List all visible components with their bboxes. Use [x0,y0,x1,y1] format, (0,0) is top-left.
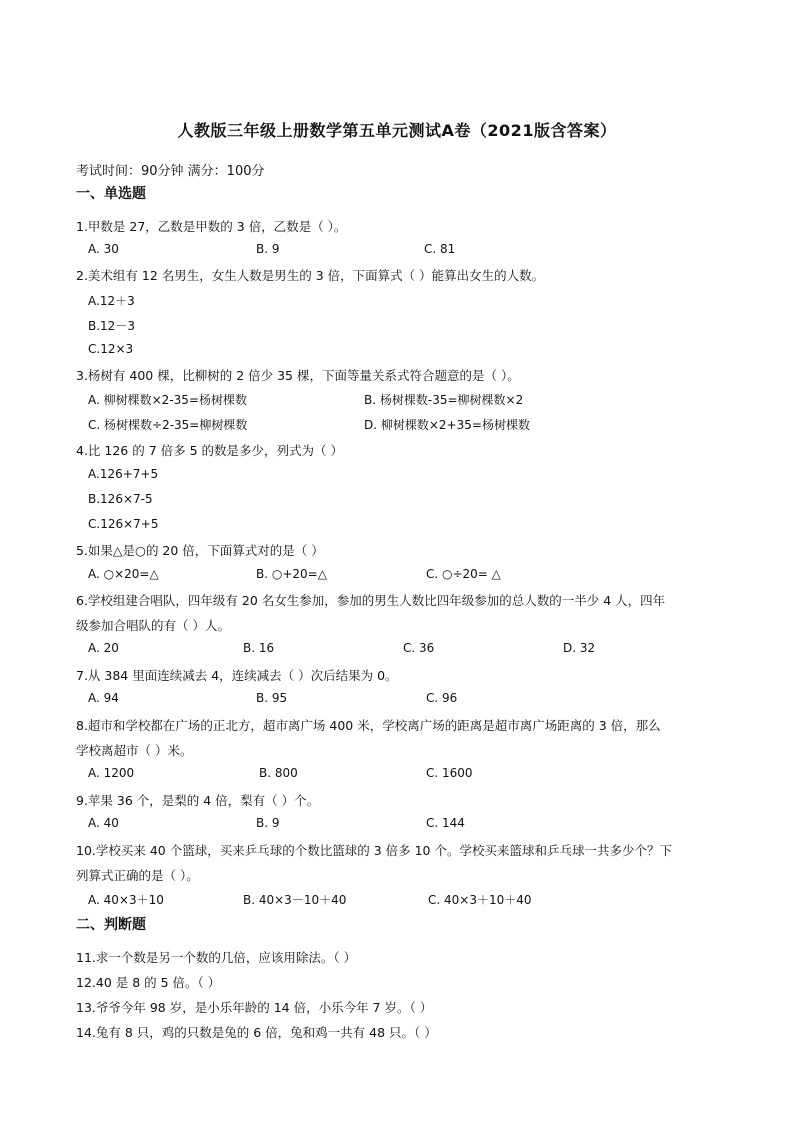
q4-option-b: B.126×7-5 [88,492,153,506]
question-2: 2.美术组有 12 名男生，女生人数是男生的 3 倍，下面算式（ ）能算出女生的人数。 [76,268,545,283]
question-6-line-2: 级参加合唱队的有（ ）人。 [76,618,230,633]
q5-option-b: B. ○+20=△ [256,567,327,581]
q9-option-b: B. 9 [256,816,280,830]
q6-option-c: C. 36 [403,641,435,655]
q6-option-b: B. 16 [243,641,275,655]
question-11: 11.求一个数是另一个数的几倍，应该用除法。（ ） [76,950,357,965]
question-3: 3.杨树有 400 棵，比柳树的 2 倍少 35 棵，下面等量关系式符合题意的是（ ）。 [76,368,520,383]
q6-option-d: D. 32 [563,641,596,655]
q1-option-a: A. 30 [88,242,119,256]
question-6-line-1: 6.学校组建合唱队，四年级有 20 名女生参加，参加的男生人数比四年级参加的总人数的一半少 4 人，四年 [76,593,666,608]
q1-option-b: B. 9 [256,242,280,256]
q9-option-a: A. 40 [88,816,119,830]
q3-option-c: C. 杨树棵数÷2-35=柳树棵数 [88,418,248,432]
q8-option-a: A. 1200 [88,766,135,780]
q3-option-b: B. 杨树棵数-35=柳树棵数×2 [364,393,524,407]
q10-option-b: B. 40×3－10＋40 [243,893,347,907]
q4-option-c: C.126×7+5 [88,517,159,531]
q4-option-a: A.126+7+5 [88,467,159,481]
question-8-line-2: 学校离超市（ ）米。 [76,743,193,758]
q5-option-c: C. ○÷20= △ [426,567,501,581]
question-7: 7.从 384 里面连续减去 4，连续减去（ ）次后结果为 0。 [76,668,398,683]
q10-option-a: A. 40×3＋10 [88,893,164,907]
section-heading-true-false: 二、判断题 [76,917,146,933]
question-14: 14.兔有 8 只，鸡的只数是兔的 6 倍，兔和鸡一共有 48 只。（ ） [76,1025,437,1040]
question-1: 1.甲数是 27，乙数是甲数的 3 倍，乙数是（ ）。 [76,219,347,234]
q7-option-a: A. 94 [88,691,119,705]
question-8-line-1: 8.超市和学校都在广场的正北方，超市离广场 400 米，学校离广场的距离是超市离广场距离的 3 倍，那么 [76,718,661,733]
question-4: 4.比 126 的 7 倍多 5 的数是多少，列式为（ ） [76,443,344,458]
q6-option-a: A. 20 [88,641,119,655]
exam-meta: 考试时间：90分钟 满分：100分 [76,164,265,179]
page-title: 人教版三年级上册数学第五单元测试A卷（2021版含答案） [177,121,617,140]
q8-option-c: C. 1600 [426,766,473,780]
q7-option-c: C. 96 [426,691,458,705]
q10-option-c: C. 40×3＋10＋40 [428,893,532,907]
question-5: 5.如果△是○的 20 倍，下面算式对的是（ ） [76,543,324,558]
q3-option-a: A. 柳树棵数×2-35=杨树棵数 [88,393,247,407]
question-9: 9.苹果 36 个，是梨的 4 倍，梨有（ ）个。 [76,793,320,808]
q5-option-a: A. ○×20=△ [88,567,159,581]
question-13: 13.爷爷今年 98 岁，是小乐年龄的 14 倍，小乐今年 7 岁。（ ） [76,1000,433,1015]
q9-option-c: C. 144 [426,816,465,830]
section-heading-single-choice: 一、单选题 [76,186,146,202]
q8-option-b: B. 800 [259,766,298,780]
q2-option-a: A.12＋3 [88,294,135,308]
question-10-line-1: 10.学校买来 40 个篮球，买来乒乓球的个数比篮球的 3 倍多 10 个。学校买来篮球和乒乓球一共多少个？下 [76,843,672,858]
q3-option-d: D. 柳树棵数×2+35=杨树棵数 [364,418,530,432]
q7-option-b: B. 95 [256,691,288,705]
q2-option-c: C.12×3 [88,342,134,356]
q2-option-b: B.12－3 [88,319,135,333]
question-10-line-2: 列算式正确的是（ ）。 [76,868,199,883]
question-12: 12.40 是 8 的 5 倍。（ ） [76,975,221,990]
q1-option-c: C. 81 [424,242,456,256]
